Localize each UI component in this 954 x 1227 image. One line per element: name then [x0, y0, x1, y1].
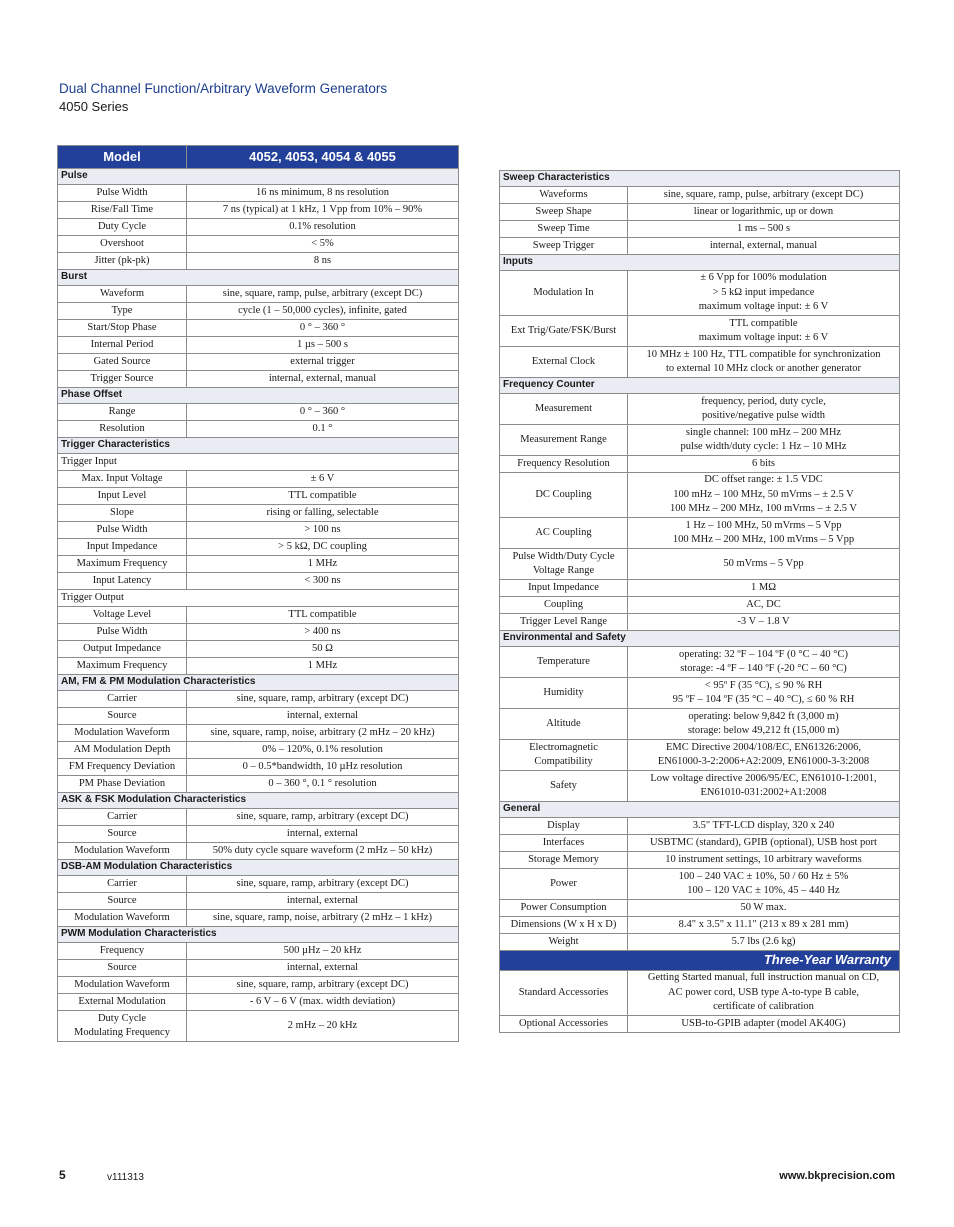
- spec-row: [500, 580, 900, 597]
- spec-label: Ext Trig/Gate/FSK/Burst: [500, 316, 628, 347]
- spec-label: Carrier: [58, 876, 187, 893]
- spec-label: Pulse Width: [58, 522, 187, 539]
- warranty-row: [500, 951, 900, 971]
- subheading-row: [58, 454, 459, 471]
- spec-value: operating: 32 ºF – 104 ºF (0 °C – 40 °C) storage: -4 ºF – 140 ºF (-20 °C – 60 °C): [628, 647, 900, 678]
- spec-value: 16 ns minimum, 8 ns resolution: [187, 185, 459, 202]
- spec-row: [58, 253, 459, 270]
- spec-value: 1 MHz: [187, 556, 459, 573]
- spec-value: sine, square, ramp, noise, arbitrary (2 mHz – 20 kHz): [187, 725, 459, 742]
- spec-value: 1 µs – 500 s: [187, 337, 459, 354]
- spec-value: cycle (1 – 50,000 cycles), infinite, gated: [187, 303, 459, 320]
- spec-label: Carrier: [58, 809, 187, 826]
- spec-row: [500, 221, 900, 238]
- spec-value: single channel: 100 mHz – 200 MHz pulse width/duty cycle: 1 Hz – 10 MHz: [628, 425, 900, 456]
- spec-row: [500, 271, 900, 316]
- spec-value: EMC Directive 2004/108/EC, EN61326:2006, EN61000-3-2:2006+A2:2009, EN61000-3-3:2008: [628, 740, 900, 771]
- spec-label: Slope: [58, 505, 187, 522]
- spec-value: 10 instrument settings, 10 arbitrary waveforms: [628, 852, 900, 869]
- spec-row: [58, 624, 459, 641]
- spec-label: Waveform: [58, 286, 187, 303]
- spec-label: External Clock: [500, 347, 628, 378]
- spec-label: Voltage Level: [58, 607, 187, 624]
- spec-row: [500, 709, 900, 740]
- section-heading-row: [58, 388, 459, 404]
- spec-row: [500, 934, 900, 951]
- spec-value: ± 6 V: [187, 471, 459, 488]
- spec-value: AC, DC: [628, 597, 900, 614]
- spec-value: 7 ns (typical) at 1 kHz, 1 Vpp from 10% – 90%: [187, 202, 459, 219]
- spec-row: [58, 910, 459, 927]
- spec-row: [500, 1016, 900, 1033]
- spec-value: 0 – 0.5*bandwidth, 10 µHz resolution: [187, 759, 459, 776]
- spec-row: [58, 488, 459, 505]
- spec-row: [58, 809, 459, 826]
- spec-row: [58, 522, 459, 539]
- spec-label: Start/Stop Phase: [58, 320, 187, 337]
- spec-label: Source: [58, 960, 187, 977]
- spec-row: [500, 204, 900, 221]
- spec-label: Waveforms: [500, 187, 628, 204]
- spec-value: 50% duty cycle square waveform (2 mHz – 50 kHz): [187, 843, 459, 860]
- spec-value: 50 mVrms – 5 Vpp: [628, 549, 900, 580]
- spec-value: rising or falling, selectable: [187, 505, 459, 522]
- spec-value: USBTMC (standard), GPIB (optional), USB host port: [628, 835, 900, 852]
- spec-value: sine, square, ramp, arbitrary (except DC): [187, 809, 459, 826]
- spec-value: > 100 ns: [187, 522, 459, 539]
- spec-label: Modulation Waveform: [58, 910, 187, 927]
- spec-label: Sweep Shape: [500, 204, 628, 221]
- spec-label: Input Impedance: [500, 580, 628, 597]
- spec-value: 1 MHz: [187, 658, 459, 675]
- spec-label: Measurement Range: [500, 425, 628, 456]
- spec-value: < 95º F (35 °C), ≤ 90 % RH 95 ºF – 104 ºF (35 °C – 40 °C), ≤ 60 % RH: [628, 678, 900, 709]
- spec-row: [500, 316, 900, 347]
- spec-row: [58, 742, 459, 759]
- section-heading: DSB-AM Modulation Characteristics: [58, 860, 459, 876]
- spec-label: FM Frequency Deviation: [58, 759, 187, 776]
- table-header-row: [58, 146, 459, 169]
- spec-value: 8 ns: [187, 253, 459, 270]
- spec-label: Output Impedance: [58, 641, 187, 658]
- spec-value: 1 Hz – 100 MHz, 50 mVrms – 5 Vpp 100 MHz – 200 MHz, 100 mVrms – 5 Vpp: [628, 518, 900, 549]
- spec-label: Maximum Frequency: [58, 556, 187, 573]
- section-heading: Inputs: [500, 255, 900, 271]
- spec-label: Frequency Resolution: [500, 456, 628, 473]
- spec-row: [500, 869, 900, 900]
- spec-row: [58, 236, 459, 253]
- spec-label: Trigger Level Range: [500, 614, 628, 631]
- spec-value: 3.5" TFT-LCD display, 320 x 240: [628, 818, 900, 835]
- right-spec-table: [499, 170, 900, 1033]
- spec-row: [500, 647, 900, 678]
- spec-label: Sweep Trigger: [500, 238, 628, 255]
- website-url: www.bkprecision.com: [779, 1170, 895, 1182]
- spec-row: [58, 759, 459, 776]
- subheading-row: [58, 590, 459, 607]
- section-heading-row: [58, 927, 459, 943]
- spec-label: Input Latency: [58, 573, 187, 590]
- spec-label: Dimensions (W x H x D): [500, 917, 628, 934]
- subsection-label: Trigger Output: [58, 590, 459, 607]
- spec-row: [58, 708, 459, 725]
- spec-value: internal, external: [187, 960, 459, 977]
- left-spec-table: [57, 145, 459, 1042]
- spec-row: [500, 238, 900, 255]
- spec-label: DC Coupling: [500, 473, 628, 518]
- spec-row: [58, 354, 459, 371]
- spec-value: sine, square, ramp, arbitrary (except DC): [187, 876, 459, 893]
- spec-value: 5.7 lbs (2.6 kg): [628, 934, 900, 951]
- section-heading-row: [58, 169, 459, 185]
- spec-row: [58, 876, 459, 893]
- spec-value: > 5 kΩ, DC coupling: [187, 539, 459, 556]
- spec-row: [58, 691, 459, 708]
- section-heading: Trigger Characteristics: [58, 438, 459, 454]
- section-heading-row: [500, 378, 900, 394]
- spec-label: Optional Accessories: [500, 1016, 628, 1033]
- spec-label: Coupling: [500, 597, 628, 614]
- spec-row: [500, 900, 900, 917]
- spec-row: [58, 539, 459, 556]
- spec-value: 0.1 °: [187, 421, 459, 438]
- section-heading: PWM Modulation Characteristics: [58, 927, 459, 943]
- spec-row: [58, 471, 459, 488]
- spec-value: 8.4" x 3.5" x 11.1" (213 x 89 x 281 mm): [628, 917, 900, 934]
- section-heading: Burst: [58, 270, 459, 286]
- spec-row: [500, 852, 900, 869]
- spec-label: Modulation Waveform: [58, 725, 187, 742]
- spec-row: [58, 977, 459, 994]
- section-heading-row: [58, 860, 459, 876]
- spec-row: [58, 185, 459, 202]
- spec-label: Rise/Fall Time: [58, 202, 187, 219]
- section-heading: AM, FM & PM Modulation Characteristics: [58, 675, 459, 691]
- spec-label: Modulation Waveform: [58, 843, 187, 860]
- spec-value: < 300 ns: [187, 573, 459, 590]
- spec-row: [58, 202, 459, 219]
- spec-label: Temperature: [500, 647, 628, 678]
- page-number: 5: [59, 1168, 66, 1182]
- document-title: Dual Channel Function/Arbitrary Waveform Generators: [59, 81, 388, 96]
- spec-row: [500, 771, 900, 802]
- spec-label: Power Consumption: [500, 900, 628, 917]
- spec-label: Gated Source: [58, 354, 187, 371]
- spec-row: [58, 776, 459, 793]
- spec-value: internal, external: [187, 893, 459, 910]
- spec-value: operating: below 9,842 ft (3,000 m) storage: below 49,212 ft (15,000 m): [628, 709, 900, 740]
- subsection-label: Trigger Input: [58, 454, 459, 471]
- spec-label: Jitter (pk-pk): [58, 253, 187, 270]
- spec-label: Standard Accessories: [500, 971, 628, 1016]
- spec-label: Display: [500, 818, 628, 835]
- spec-label: Duty Cycle Modulating Frequency: [58, 1011, 187, 1042]
- spec-label: Source: [58, 708, 187, 725]
- spec-label: Measurement: [500, 394, 628, 425]
- section-heading: Frequency Counter: [500, 378, 900, 394]
- spec-label: Weight: [500, 934, 628, 951]
- section-heading-row: [58, 438, 459, 454]
- section-heading-row: [500, 802, 900, 818]
- spec-label: AM Modulation Depth: [58, 742, 187, 759]
- spec-value: 1 ms – 500 s: [628, 221, 900, 238]
- spec-value: sine, square, ramp, arbitrary (except DC): [187, 691, 459, 708]
- section-heading-row: [500, 631, 900, 647]
- spec-label: Source: [58, 893, 187, 910]
- spec-value: 10 MHz ± 100 Hz, TTL compatible for synchronization to external 10 MHz clock or another generator: [628, 347, 900, 378]
- spec-label: Duty Cycle: [58, 219, 187, 236]
- spec-value: 0 ° – 360 °: [187, 404, 459, 421]
- spec-row: [500, 347, 900, 378]
- spec-value: Low voltage directive 2006/95/EC, EN61010-1:2001, EN61010-031:2002+A1:2008: [628, 771, 900, 802]
- spec-label: Modulation In: [500, 271, 628, 316]
- spec-row: [500, 740, 900, 771]
- spec-value: -3 V – 1.8 V: [628, 614, 900, 631]
- spec-row: [500, 597, 900, 614]
- section-heading-row: [58, 270, 459, 286]
- spec-value: 0% – 120%, 0.1% resolution: [187, 742, 459, 759]
- spec-row: [58, 371, 459, 388]
- spec-label: Source: [58, 826, 187, 843]
- spec-label: Frequency: [58, 943, 187, 960]
- section-heading: Pulse: [58, 169, 459, 185]
- spec-row: [500, 456, 900, 473]
- spec-row: [500, 549, 900, 580]
- spec-row: [500, 473, 900, 518]
- spec-row: [58, 725, 459, 742]
- section-heading: Sweep Characteristics: [500, 171, 900, 187]
- model-header: Model: [58, 146, 187, 169]
- section-heading-row: [500, 171, 900, 187]
- spec-value: 50 W max.: [628, 900, 900, 917]
- spec-row: [58, 219, 459, 236]
- spec-value: 50 Ω: [187, 641, 459, 658]
- section-heading-row: [58, 675, 459, 691]
- spec-value: TTL compatible: [187, 488, 459, 505]
- spec-value: 100 – 240 VAC ± 10%, 50 / 60 Hz ± 5% 100 – 120 VAC ± 10%, 45 – 440 Hz: [628, 869, 900, 900]
- spec-label: Overshoot: [58, 236, 187, 253]
- spec-label: Internal Period: [58, 337, 187, 354]
- spec-row: [58, 286, 459, 303]
- spec-label: External Modulation: [58, 994, 187, 1011]
- spec-value: external trigger: [187, 354, 459, 371]
- section-heading: Environmental and Safety: [500, 631, 900, 647]
- spec-row: [58, 658, 459, 675]
- spec-row: [58, 1011, 459, 1042]
- spec-value: DC offset range: ± 1.5 VDC 100 mHz – 100 MHz, 50 mVrms – ± 2.5 V 100 MHz – 200 MHz, 100 mVrms – ± 2.5 V: [628, 473, 900, 518]
- spec-label: Range: [58, 404, 187, 421]
- section-heading: Phase Offset: [58, 388, 459, 404]
- spec-value: internal, external, manual: [628, 238, 900, 255]
- spec-label: Max. Input Voltage: [58, 471, 187, 488]
- spec-label: Electromagnetic Compatibility: [500, 740, 628, 771]
- spec-value: > 400 ns: [187, 624, 459, 641]
- section-heading-row: [500, 255, 900, 271]
- spec-value: 500 µHz – 20 kHz: [187, 943, 459, 960]
- spec-label: Pulse Width/Duty Cycle Voltage Range: [500, 549, 628, 580]
- spec-label: PM Phase Deviation: [58, 776, 187, 793]
- spec-label: Maximum Frequency: [58, 658, 187, 675]
- section-heading-row: [58, 793, 459, 809]
- spec-label: Trigger Source: [58, 371, 187, 388]
- spec-row: [58, 303, 459, 320]
- spec-label: Resolution: [58, 421, 187, 438]
- spec-value: TTL compatible: [187, 607, 459, 624]
- spec-label: Carrier: [58, 691, 187, 708]
- spec-row: [58, 573, 459, 590]
- spec-label: AC Coupling: [500, 518, 628, 549]
- spec-value: ± 6 Vpp for 100% modulation > 5 kΩ input impedance maximum voltage input: ± 6 V: [628, 271, 900, 316]
- spec-value: - 6 V – 6 V (max. width deviation): [187, 994, 459, 1011]
- spec-label: Modulation Waveform: [58, 977, 187, 994]
- spec-row: [500, 425, 900, 456]
- spec-label: Safety: [500, 771, 628, 802]
- spec-row: [500, 917, 900, 934]
- spec-label: Interfaces: [500, 835, 628, 852]
- spec-row: [500, 518, 900, 549]
- spec-row: [500, 187, 900, 204]
- spec-value: sine, square, ramp, arbitrary (except DC): [187, 977, 459, 994]
- spec-value: internal, external, manual: [187, 371, 459, 388]
- spec-label: Input Impedance: [58, 539, 187, 556]
- spec-value: sine, square, ramp, pulse, arbitrary (except DC): [187, 286, 459, 303]
- spec-value: frequency, period, duty cycle, positive/negative pulse width: [628, 394, 900, 425]
- version-code: v111313: [107, 1172, 144, 1183]
- spec-row: [58, 404, 459, 421]
- spec-value: internal, external: [187, 708, 459, 725]
- spec-value: < 5%: [187, 236, 459, 253]
- warranty-banner: Three-Year Warranty: [500, 951, 900, 971]
- spec-value: 6 bits: [628, 456, 900, 473]
- spec-value: 0 – 360 °, 0.1 ° resolution: [187, 776, 459, 793]
- spec-row: [58, 641, 459, 658]
- spec-row: [500, 678, 900, 709]
- section-heading: ASK & FSK Modulation Characteristics: [58, 793, 459, 809]
- spec-label: Type: [58, 303, 187, 320]
- spec-label: Storage Memory: [500, 852, 628, 869]
- spec-row: [58, 843, 459, 860]
- document-subtitle: 4050 Series: [59, 99, 129, 114]
- spec-row: [58, 421, 459, 438]
- spec-value: sine, square, ramp, pulse, arbitrary (except DC): [628, 187, 900, 204]
- spec-value: USB-to-GPIB adapter (model AK40G): [628, 1016, 900, 1033]
- spec-row: [500, 818, 900, 835]
- spec-row: [58, 320, 459, 337]
- spec-row: [500, 835, 900, 852]
- spec-value: Getting Started manual, full instruction manual on CD, AC power cord, USB type A-to-type B cable, certificate of calibration: [628, 971, 900, 1016]
- spec-value: 1 MΩ: [628, 580, 900, 597]
- spec-label: Humidity: [500, 678, 628, 709]
- spec-label: Sweep Time: [500, 221, 628, 238]
- section-heading: General: [500, 802, 900, 818]
- spec-value: 0.1% resolution: [187, 219, 459, 236]
- model-number-header: 4052, 4053, 4054 & 4055: [187, 146, 459, 169]
- spec-row: [500, 614, 900, 631]
- spec-row: [58, 893, 459, 910]
- spec-label: Altitude: [500, 709, 628, 740]
- spec-row: [58, 607, 459, 624]
- spec-row: [58, 960, 459, 977]
- spec-row: [58, 826, 459, 843]
- spec-value: TTL compatible maximum voltage input: ± 6 V: [628, 316, 900, 347]
- spec-label: Input Level: [58, 488, 187, 505]
- spec-label: Pulse Width: [58, 624, 187, 641]
- spec-label: Power: [500, 869, 628, 900]
- spec-value: 0 ° – 360 °: [187, 320, 459, 337]
- spec-value: internal, external: [187, 826, 459, 843]
- spec-label: Pulse Width: [58, 185, 187, 202]
- spec-value: sine, square, ramp, noise, arbitrary (2 mHz – 1 kHz): [187, 910, 459, 927]
- spec-row: [58, 943, 459, 960]
- spec-row: [58, 556, 459, 573]
- spec-row: [58, 337, 459, 354]
- spec-row: [500, 971, 900, 1016]
- spec-row: [500, 394, 900, 425]
- spec-row: [58, 505, 459, 522]
- spec-row: [58, 994, 459, 1011]
- spec-value: 2 mHz – 20 kHz: [187, 1011, 459, 1042]
- spec-value: linear or logarithmic, up or down: [628, 204, 900, 221]
